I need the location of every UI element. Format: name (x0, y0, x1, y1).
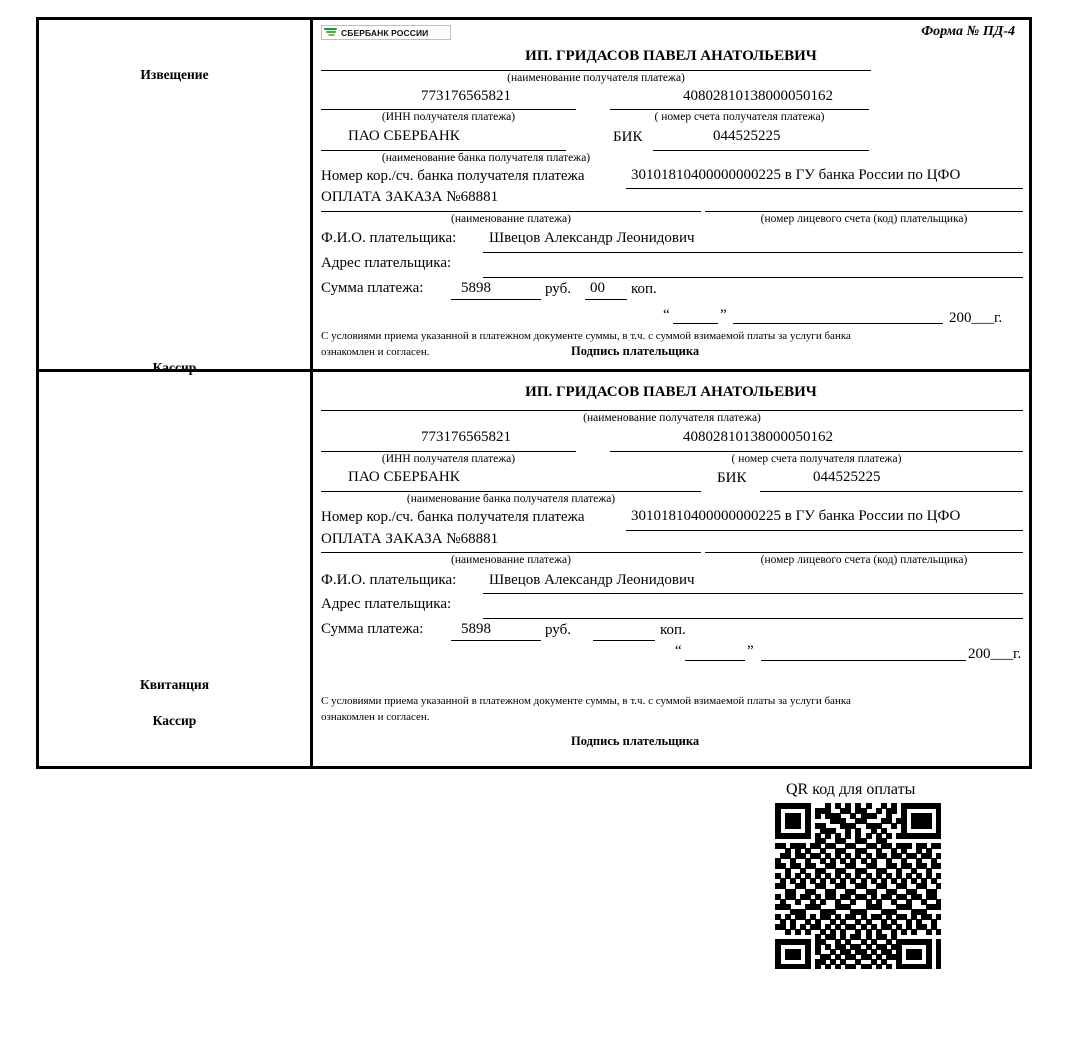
account-caption-bottom: ( номер счета получателя платежа) (731, 452, 902, 465)
form-half-notice (39, 20, 1029, 375)
sberbank-mark-icon (323, 26, 339, 39)
personal-account-caption-top: (номер лицевого счета (код) плательщика) (760, 213, 968, 225)
qr-canvas (775, 803, 941, 969)
payee-name-rule-bottom (321, 410, 1023, 411)
notice-left-column (39, 20, 313, 375)
inn-caption-bottom: (ИНН получателя платежа) (381, 452, 516, 465)
notice-right-column (313, 20, 1029, 369)
kop-label-top: коп. (631, 281, 657, 297)
sberbank-logo-label: СБЕРБАНК РОССИИ (341, 27, 429, 38)
corr-account-label-top: Номер кор./сч. банка получателя платежа (321, 168, 585, 184)
side-label-cashier-bottom: Кассир (152, 712, 197, 728)
payment-sum-rub-top: 5898 (461, 280, 491, 296)
form-number: Форма № ПД-4 (921, 24, 1015, 39)
corr-account-label-bottom: Номер кор./сч. банка получателя платежа (321, 508, 585, 525)
payee-name-caption-bottom: (наименование получателя платежа) (583, 411, 761, 424)
payment-name-rule-bottom (321, 552, 701, 553)
receipt-right-column (313, 372, 1029, 766)
side-label-cashier-top: Кассир (152, 360, 197, 375)
bank-name-value-bottom: ПАО СБЕРБАНК (348, 468, 460, 485)
payment-sum-kop-top: 00 (590, 280, 605, 296)
account-value-bottom: 40802810138000050162 (683, 428, 833, 445)
payee-name-top: ИП. ГРИДАСОВ ПАВЕЛ АНАТОЛЬЕВИЧ (525, 48, 817, 64)
side-label-notice: Извещение (140, 67, 209, 82)
receipt-left-column (39, 372, 313, 766)
terms-line1-bottom: С условиями приема указанной в платежном документе суммы, в т.ч. с суммой взимаемой платы за услуги банка (321, 694, 851, 707)
sberbank-logo-icon (321, 25, 451, 40)
payee-name-bottom: ИП. ГРИДАСОВ ПАВЕЛ АНАТОЛЬЕВИЧ (525, 383, 817, 400)
payment-sum-label-top: Сумма платежа: (321, 280, 424, 296)
payer-address-rule-bottom (483, 618, 1023, 619)
payment-name-caption-bottom: (наименование платежа) (451, 553, 571, 566)
payment-name-caption-top: (наименование платежа) (451, 213, 571, 225)
bik-label-bottom: БИК (717, 469, 747, 486)
payment-name-rule-top (321, 211, 701, 212)
inn-value-bottom: 773176565821 (421, 428, 511, 445)
bank-name-value-top: ПАО СБЕРБАНК (348, 128, 460, 144)
date-day-rule-bottom (685, 660, 745, 661)
payment-sum-label-bottom: Сумма платежа: (321, 620, 424, 637)
payer-name-value-top: Швецов Александр Леонидович (489, 230, 695, 246)
bik-label-top: БИК (613, 129, 643, 145)
payer-name-rule-bottom (483, 593, 1023, 594)
terms-line2-top: ознакомлен и согласен. (321, 346, 430, 358)
date-year-bottom: 200___г. (968, 645, 1022, 662)
personal-account-rule-bottom (705, 552, 1023, 553)
qr-title: QR код для оплаты (786, 781, 916, 798)
kop-label-bottom: коп. (660, 621, 686, 638)
inn-rule-top (321, 109, 576, 110)
terms-line2-bottom: ознакомлен и согласен. (321, 710, 430, 723)
payment-sum-kop-rule-bottom (593, 640, 655, 641)
personal-account-caption-bottom: (номер лицевого счета (код) плательщика) (760, 553, 968, 566)
inn-caption-top: (ИНН получателя платежа) (381, 111, 516, 123)
date-month-rule-top (733, 323, 943, 324)
payment-form (36, 17, 1032, 769)
date-quote-close-bottom: ” (747, 642, 754, 659)
payer-name-value-bottom: Швецов Александр Леонидович (489, 571, 695, 588)
date-quote-open-top: “ (663, 307, 670, 323)
bank-name-caption-top: (наименование банка получателя платежа) (381, 152, 591, 164)
date-year-top: 200___г. (949, 310, 1003, 326)
payment-sum-rub-rule-top (451, 299, 541, 300)
inn-rule-bottom (321, 451, 576, 452)
corr-account-rule-top (626, 188, 1023, 189)
bik-value-top: 044525225 (713, 128, 781, 144)
rub-label-top: руб. (545, 281, 571, 297)
payer-address-label-bottom: Адрес плательщика: (321, 595, 452, 612)
date-quote-close-top: ” (720, 307, 727, 323)
payer-name-label-top: Ф.И.О. плательщика: (321, 230, 457, 246)
date-month-rule-bottom (761, 660, 966, 661)
corr-account-rule-bottom (626, 530, 1023, 531)
date-day-rule-top (673, 323, 718, 324)
payment-sum-kop-rule-top (585, 299, 627, 300)
corr-account-value-bottom: 30101810400000000225 в ГУ банка России по ЦФО (631, 507, 961, 524)
form-half-receipt (39, 372, 1029, 766)
payer-name-label-bottom: Ф.И.О. плательщика: (321, 571, 457, 588)
account-rule-top (610, 109, 869, 110)
signature-label-bottom: Подпись плательщика (571, 733, 700, 748)
qr-code-image (775, 803, 941, 969)
account-rule-bottom (610, 451, 1023, 452)
bank-name-caption-bottom: (наименование банка получателя платежа) (406, 492, 616, 505)
bik-rule-bottom (760, 491, 1023, 492)
bank-name-rule-top (321, 150, 566, 151)
bank-name-rule-bottom (321, 491, 701, 492)
inn-value-top: 773176565821 (421, 88, 511, 104)
rub-label-bottom: руб. (545, 621, 571, 638)
account-caption-top: ( номер счета получателя платежа) (654, 111, 825, 123)
bik-value-bottom: 044525225 (813, 468, 881, 485)
personal-account-rule-top (705, 211, 1023, 212)
payment-name-value-bottom: ОПЛАТА ЗАКАЗА №68881 (321, 530, 499, 547)
payee-name-rule-top (321, 70, 871, 71)
signature-label-top: Подпись плательщика (571, 344, 700, 358)
date-quote-open-bottom: “ (675, 642, 682, 659)
corr-account-value-top: 30101810400000000225 в ГУ банка России по ЦФО (631, 167, 961, 183)
payer-name-rule-top (483, 252, 1023, 253)
side-label-receipt: Квитанция (139, 676, 210, 692)
terms-line1-top: С условиями приема указанной в платежном документе суммы, в т.ч. с суммой взимаемой платы за услуги банка (321, 330, 851, 342)
payment-sum-rub-rule-bottom (451, 640, 541, 641)
payer-address-label-top: Адрес плательщика: (321, 255, 452, 271)
payment-sum-rub-bottom: 5898 (461, 620, 491, 637)
bik-rule-top (653, 150, 869, 151)
payment-name-value-top: ОПЛАТА ЗАКАЗА №68881 (321, 189, 499, 205)
payer-address-rule-top (483, 277, 1023, 278)
payee-name-caption-top: (наименование получателя платежа) (507, 72, 685, 84)
account-value-top: 40802810138000050162 (683, 88, 833, 104)
